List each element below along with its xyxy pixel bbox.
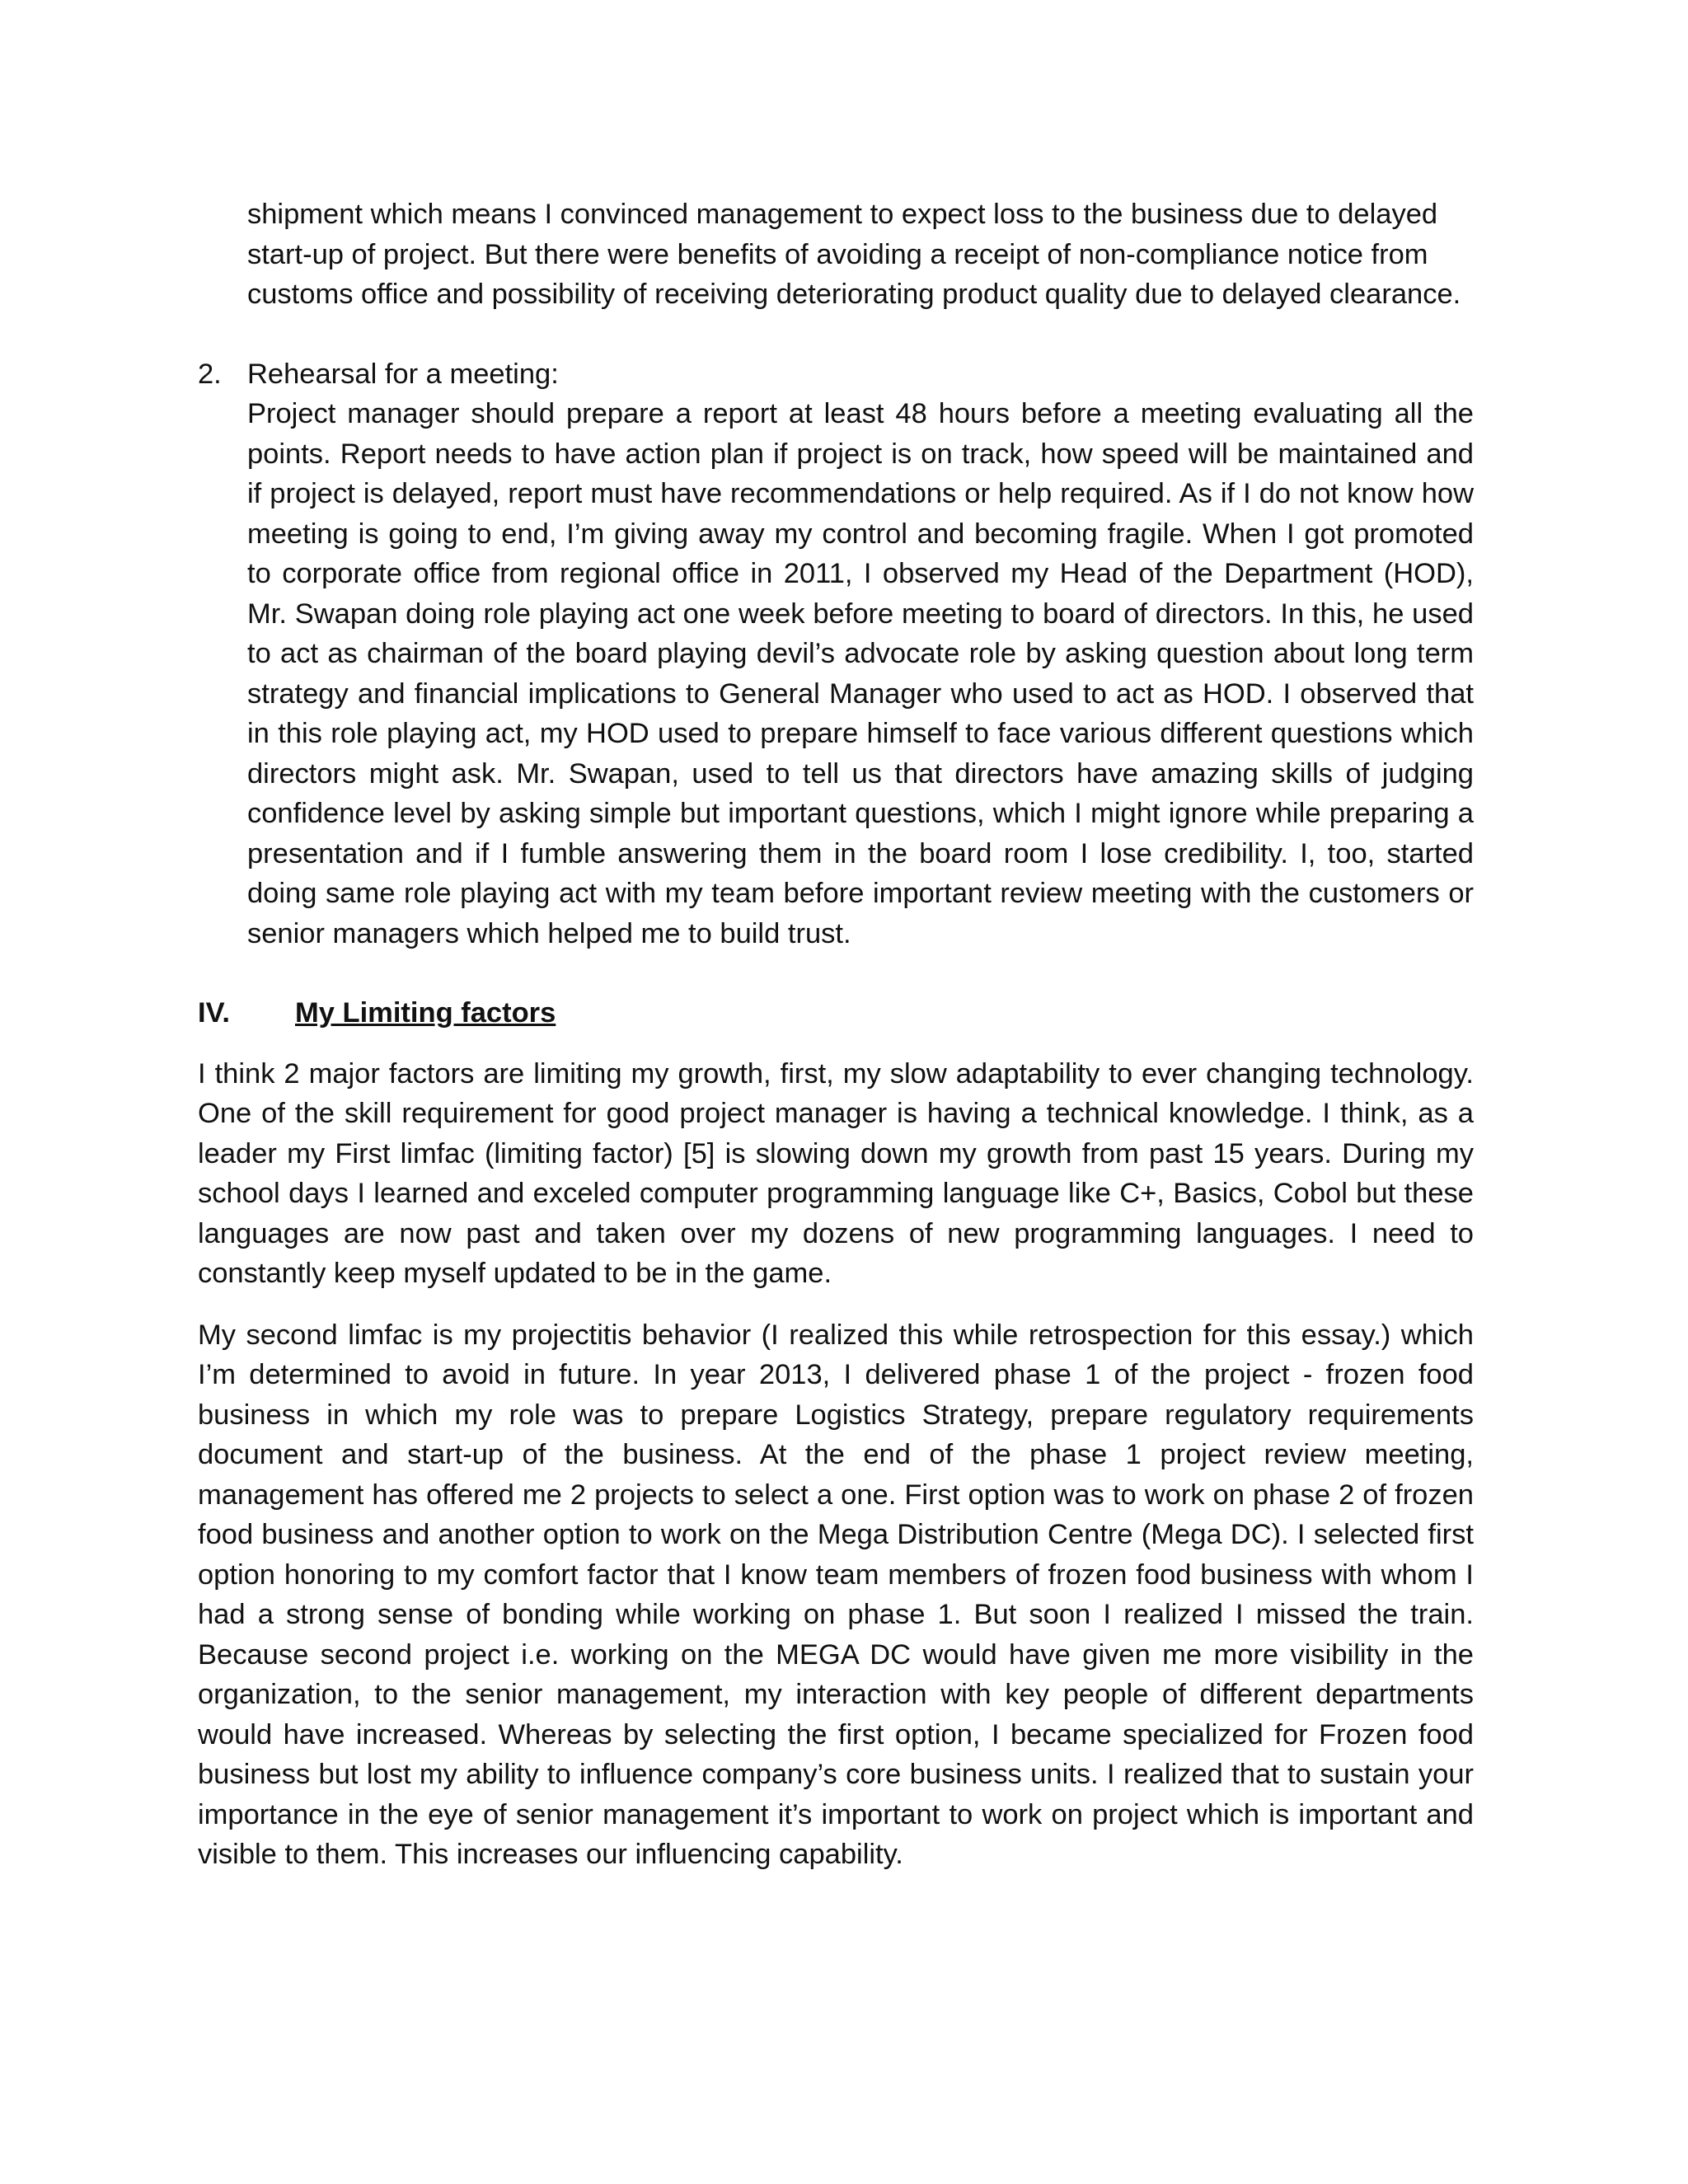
document-page	[198, 194, 1474, 1875]
list-item-body: Project manager should prepare a report at least 48 hours before a meeting evaluating all the points. Report needs to have action plan if project is on track, how speed will be maintained and if project is delayed, report must have recommendations or help required. As if I do not know how meeting is going to end, I’m giving away my control and becoming fragile. When I got promoted to corporate office from regional office in 2011, I observed my Head of the Department (HOD), Mr. Swapan doing role playing act one week before meeting to board of directors. In this, he used to act as chairman of the board playing devil’s advocate role by asking question about long term strategy and financial implications to General Manager who used to act as HOD. I observed that in this role playing act, my HOD used to prepare himself to face various different questions which directors might ask. Mr. Swapan, used to tell us that directors have amazing skills of judging confidence level by asking simple but important questions, which I might ignore while preparing a presentation and if I fumble answering them in the board room I lose credibility. I, too, started doing same role playing act with my team before important review meeting with the customers or senior managers which helped me to build trust.	[247, 398, 1474, 949]
list-item-rehearsal	[198, 354, 1474, 954]
section-number: IV.	[198, 997, 231, 1029]
list-item-title: Rehearsal for a meeting:	[247, 358, 559, 390]
section-heading	[198, 993, 1474, 1033]
limiting-factors-paragraph-1: I think 2 major factors are limiting my growth, first, my slow adaptability to ever changing technology. One of the skill requirement for good project manager is having a technical knowledge. I think, as a leader my First limfac (limiting factor) [5] is slowing down my growth from past 15 years. During my school days I learned and exceled computer programming language like C+, Basics, Cobol but these languages are now past and taken over my dozens of new programming languages. I need to constantly keep myself updated to be in the game.	[198, 1057, 1474, 1289]
list-item-number: 2.	[198, 358, 222, 390]
continuation-paragraph: shipment which means I convinced management to expect loss to the business due to delayed start-up of project. But there were benefits of avoiding a receipt of non-compliance notice from customs office and possibility of receiving deteriorating product quality due to delayed clearance.	[247, 199, 1461, 310]
section-title: My Limiting factors	[295, 997, 556, 1029]
limiting-factors-paragraph-2: My second limfac is my projectitis behavior (I realized this while retrospection for this essay.) which I’m determined to avoid in future. In year 2013, I delivered phase 1 of the project - frozen food business in which my role was to prepare Logistics Strategy, prepare regulatory requirements document and start-up of the business. At the end of the phase 1 project review meeting, management has offered me 2 projects to select a one. First option was to work on phase 2 of frozen food business and another option to work on the Mega Distribution Centre (Mega DC). I selected first option honoring to my comfort factor that I know team members of frozen food business with whom I had a strong sense of bonding while working on phase 1. But soon I realized I missed the train. Because second project i.e. working on the MEGA DC would have given me more visibility in the organization, to the senior management, my interaction with key people of different departments would have increased. Whereas by selecting the first option, I became specialized for Frozen food business but lost my ability to influence company’s core business units. I realized that to sustain your importance in the eye of senior management it’s important to work on project which is important and visible to them. This increases our influencing capability.	[198, 1319, 1474, 1870]
